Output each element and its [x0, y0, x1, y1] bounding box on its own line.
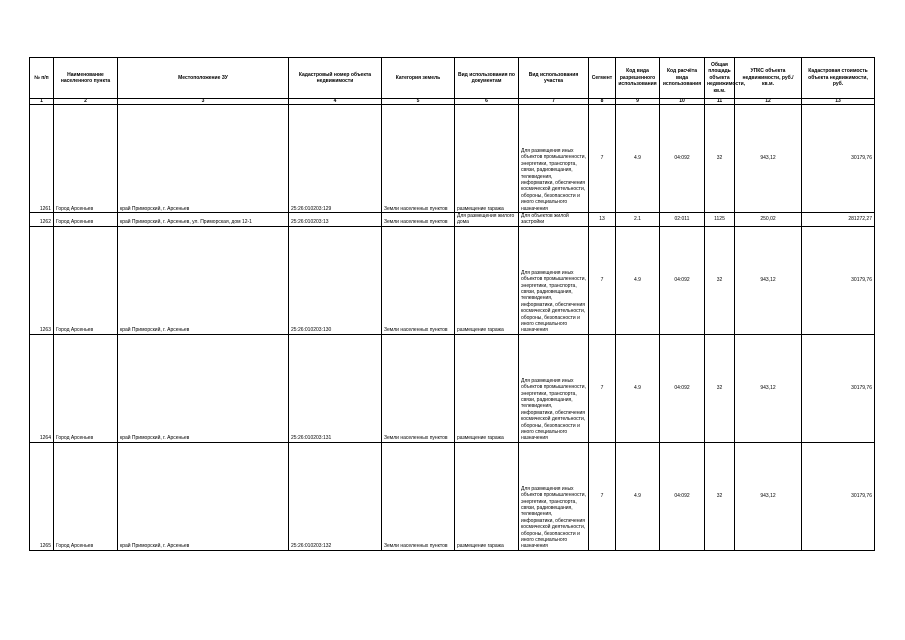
allowed-use-code-cell: 4.9	[616, 105, 660, 213]
calc-code-cell: 04:092	[660, 226, 705, 334]
land-category-cell: Земли населенных пунктов	[382, 442, 455, 550]
cadastral-value-cell: 30179,76	[802, 442, 875, 550]
header-cell: Код расчёта вида использования	[660, 58, 705, 99]
segment-cell: 13	[589, 213, 616, 227]
segment-cell: 7	[589, 226, 616, 334]
column-number: 1	[30, 99, 54, 105]
segment-cell: 7	[589, 442, 616, 550]
column-number: 4	[289, 99, 382, 105]
area-cell: 32	[705, 105, 735, 213]
header-cell: № п/п	[30, 58, 54, 99]
column-number: 6	[455, 99, 519, 105]
header-cell: Общая площадь объекта недвижимости, кв.м.	[705, 58, 735, 99]
calc-code-cell: 04:092	[660, 442, 705, 550]
header-cell: Категория земель	[382, 58, 455, 99]
column-number: 3	[118, 99, 289, 105]
cadastral-number-cell: 25:26:010203:13	[289, 213, 382, 227]
cadastral-number-cell: 25:26:010203:131	[289, 334, 382, 442]
area-cell: 32	[705, 334, 735, 442]
header-cell: Сегмент	[589, 58, 616, 99]
table-row	[30, 226, 875, 334]
cadastral-number-cell: 25:26:010203:132	[289, 442, 382, 550]
area-cell: 1125	[705, 213, 735, 227]
location-cell: край Приморский, г. Арсеньев, ул. Приморская, дом 12-1	[118, 213, 289, 227]
allowed-use-code-cell: 2.1	[616, 213, 660, 227]
upks-cell: 943,12	[735, 226, 802, 334]
header-cell: Вид использования по документам	[455, 58, 519, 99]
location-cell: край Приморский, г. Арсеньев	[118, 442, 289, 550]
settlement-cell: Город Арсеньев	[54, 226, 118, 334]
cadastral-value-cell: 30179,76	[802, 105, 875, 213]
header-cell: Вид использования участка	[519, 58, 589, 99]
allowed-use-code-cell: 4.9	[616, 334, 660, 442]
calc-code-cell: 04:092	[660, 105, 705, 213]
location-cell: край Приморский, г. Арсеньев	[118, 226, 289, 334]
cadastral-table	[29, 57, 875, 551]
land-category-cell: Земли населенных пунктов	[382, 226, 455, 334]
header-cell: Кадастровый номер объекта недвижимости	[289, 58, 382, 99]
column-number: 12	[735, 99, 802, 105]
doc-use-cell: размещение гаража	[455, 334, 519, 442]
table-row	[30, 442, 875, 550]
land-category-cell: Земли населенных пунктов	[382, 105, 455, 213]
settlement-cell: Город Арсеньев	[54, 105, 118, 213]
row-number: 1264	[30, 334, 54, 442]
column-number: 11	[705, 99, 735, 105]
land-category-cell: Земли населенных пунктов	[382, 334, 455, 442]
header-cell: УПКС объекта недвижимости, руб./кв.м.	[735, 58, 802, 99]
upks-cell: 943,12	[735, 442, 802, 550]
settlement-cell: Город Арсеньев	[54, 213, 118, 227]
segment-cell: 7	[589, 334, 616, 442]
column-number: 2	[54, 99, 118, 105]
cadastral-value-cell: 30179,76	[802, 334, 875, 442]
location-cell: край Приморский, г. Арсеньев	[118, 334, 289, 442]
column-number: 7	[519, 99, 589, 105]
area-cell: 32	[705, 442, 735, 550]
doc-use-cell: размещение гаража	[455, 442, 519, 550]
cadastral-number-cell: 25:26:010203:129	[289, 105, 382, 213]
actual-use-cell: Для размещения иных объектов промышленности, энергетики, транспорта, связи, радиовещания, телевидения, информатики, обеспечения космической деятельности, обороны, безопасности и иного специального назначения	[519, 105, 589, 213]
area-cell: 32	[705, 226, 735, 334]
header-row	[30, 58, 875, 99]
actual-use-cell: Для объектов жилой застройки	[519, 213, 589, 227]
allowed-use-code-cell: 4.9	[616, 226, 660, 334]
upks-cell: 943,12	[735, 105, 802, 213]
actual-use-cell: Для размещения иных объектов промышленности, энергетики, транспорта, связи, радиовещания, телевидения, информатики, обеспечения космической деятельности, обороны, безопасности и иного специального назначения	[519, 334, 589, 442]
location-cell: край Приморский, г. Арсеньев	[118, 105, 289, 213]
cadastral-value-cell: 30179,76	[802, 226, 875, 334]
cadastral-number-cell: 25:26:010203:130	[289, 226, 382, 334]
header-cell: Код вида разрешенного использования	[616, 58, 660, 99]
actual-use-cell: Для размещения иных объектов промышленности, энергетики, транспорта, связи, радиовещания, телевидения, информатики, обеспечения космической деятельности, обороны, безопасности и иного специального назначения	[519, 442, 589, 550]
upks-cell: 250,02	[735, 213, 802, 227]
calc-code-cell: 04:092	[660, 334, 705, 442]
table-row	[30, 105, 875, 213]
table-row	[30, 213, 875, 227]
row-number: 1261	[30, 105, 54, 213]
table-row	[30, 334, 875, 442]
doc-use-cell: Для размещения жилого дома	[455, 213, 519, 227]
settlement-cell: Город Арсеньев	[54, 334, 118, 442]
header-cell: Наименование населенного пункта	[54, 58, 118, 99]
actual-use-cell: Для размещения иных объектов промышленности, энергетики, транспорта, связи, радиовещания, телевидения, информатики, обеспечения космической деятельности, обороны, безопасности и иного специального назначения	[519, 226, 589, 334]
row-number: 1263	[30, 226, 54, 334]
settlement-cell: Город Арсеньев	[54, 442, 118, 550]
row-number: 1265	[30, 442, 54, 550]
header-cell: Местоположение ЗУ	[118, 58, 289, 99]
column-number: 9	[616, 99, 660, 105]
land-category-cell: Земли населенных пунктов	[382, 213, 455, 227]
segment-cell: 7	[589, 105, 616, 213]
column-number: 10	[660, 99, 705, 105]
calc-code-cell: 02:011	[660, 213, 705, 227]
column-number: 13	[802, 99, 875, 105]
column-number: 8	[589, 99, 616, 105]
header-cell: Кадастровая стоимость объекта недвижимости, руб.	[802, 58, 875, 99]
cadastral-value-cell: 281272,27	[802, 213, 875, 227]
allowed-use-code-cell: 4.9	[616, 442, 660, 550]
upks-cell: 943,12	[735, 334, 802, 442]
row-number: 1262	[30, 213, 54, 227]
column-number: 5	[382, 99, 455, 105]
doc-use-cell: размещение гаража	[455, 105, 519, 213]
doc-use-cell: размещение гаража	[455, 226, 519, 334]
